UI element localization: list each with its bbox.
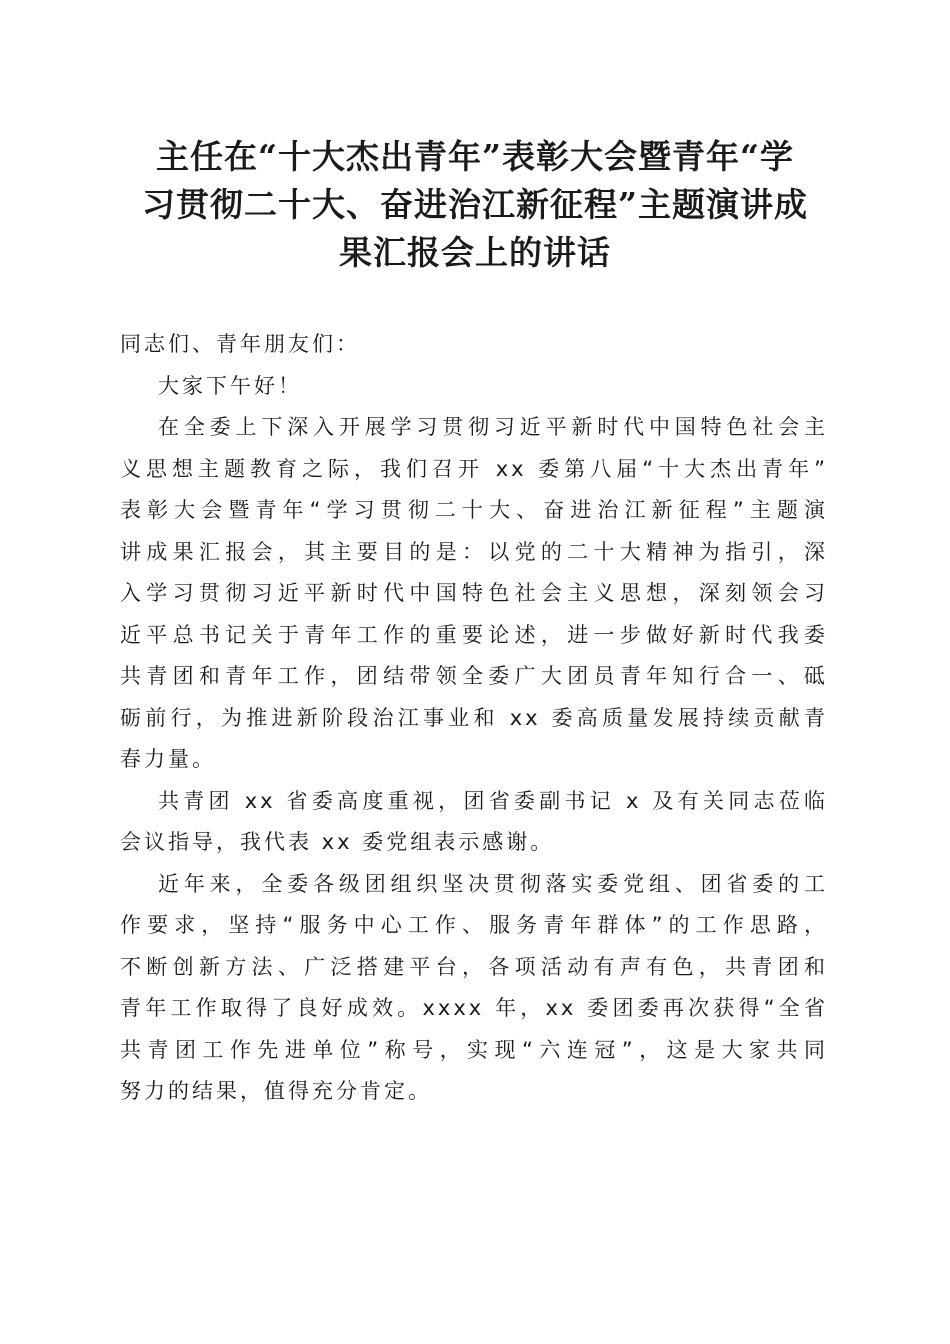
- paragraph-line: 春力量。: [120, 747, 216, 771]
- paragraph-2: [120, 781, 828, 864]
- document-title: [110, 133, 840, 277]
- title-line: 果汇报会上的讲话: [339, 233, 611, 272]
- paragraph-line: 近平总书记关于青年工作的重要论述，进一步做好新时代我委: [120, 622, 828, 647]
- paragraph-line: 努力的结果，值得充分肯定。: [120, 1079, 432, 1103]
- paragraph-line: 在全委上下深入开展学习贯彻习近平新时代中国特色社会主: [158, 415, 828, 439]
- paragraph-line: 义思想主题教育之际，我们召开 xx 委第八届“十大杰出青年”: [120, 456, 828, 481]
- title-line: 习贯彻二十大、奋进治江新征程”主题演讲成: [142, 185, 808, 224]
- paragraph-line: 砺前行，为推进新阶段治江事业和 xx 委高质量发展持续贡献青: [120, 705, 828, 730]
- greeting: 大家下午好！: [158, 373, 302, 398]
- paragraph-line: 不断创新方法、广泛搭建平台，各项活动有声有色，共青团和: [120, 954, 828, 979]
- paragraph-line: 近年来，全委各级团组织坚决贯彻落实委党组、团省委的工: [158, 871, 828, 896]
- title-line: 主任在“十大杰出青年”表彰大会暨青年“学: [156, 137, 794, 176]
- paragraph-1: [120, 407, 828, 781]
- paragraph-line: 讲成果汇报会，其主要目的是：以党的二十大精神为指引，深: [120, 539, 828, 564]
- paragraph-line: 青年工作取得了良好成效。xxxx 年，xx 委团委再次获得“全省: [120, 996, 828, 1020]
- paragraph-line: 共青团和青年工作，团结带领全委广大团员青年知行合一、砥: [120, 664, 828, 688]
- paragraph-line: 共青团工作先进单位”称号，实现“六连冠”，这是大家共同: [120, 1037, 828, 1062]
- salutation: 同志们、青年朋友们：: [120, 332, 360, 356]
- paragraph-line: 会议指导，我代表 xx 委党组表示感谢。: [120, 830, 555, 854]
- paragraph-line: 入学习贯彻习近平新时代中国特色社会主义思想，深刻领会习: [120, 581, 828, 605]
- paragraph-line: 共青团 xx 省委高度重视，团省委副书记 x 及有关同志莅临: [158, 788, 828, 813]
- paragraph-line: 作要求，坚持“服务中心工作、服务青年群体”的工作思路，: [120, 913, 828, 937]
- paragraph-3: [120, 864, 828, 1113]
- paragraph-line: 表彰大会暨青年“学习贯彻二十大、奋进治江新征程”主题演: [120, 498, 828, 522]
- document-body: [120, 324, 828, 1113]
